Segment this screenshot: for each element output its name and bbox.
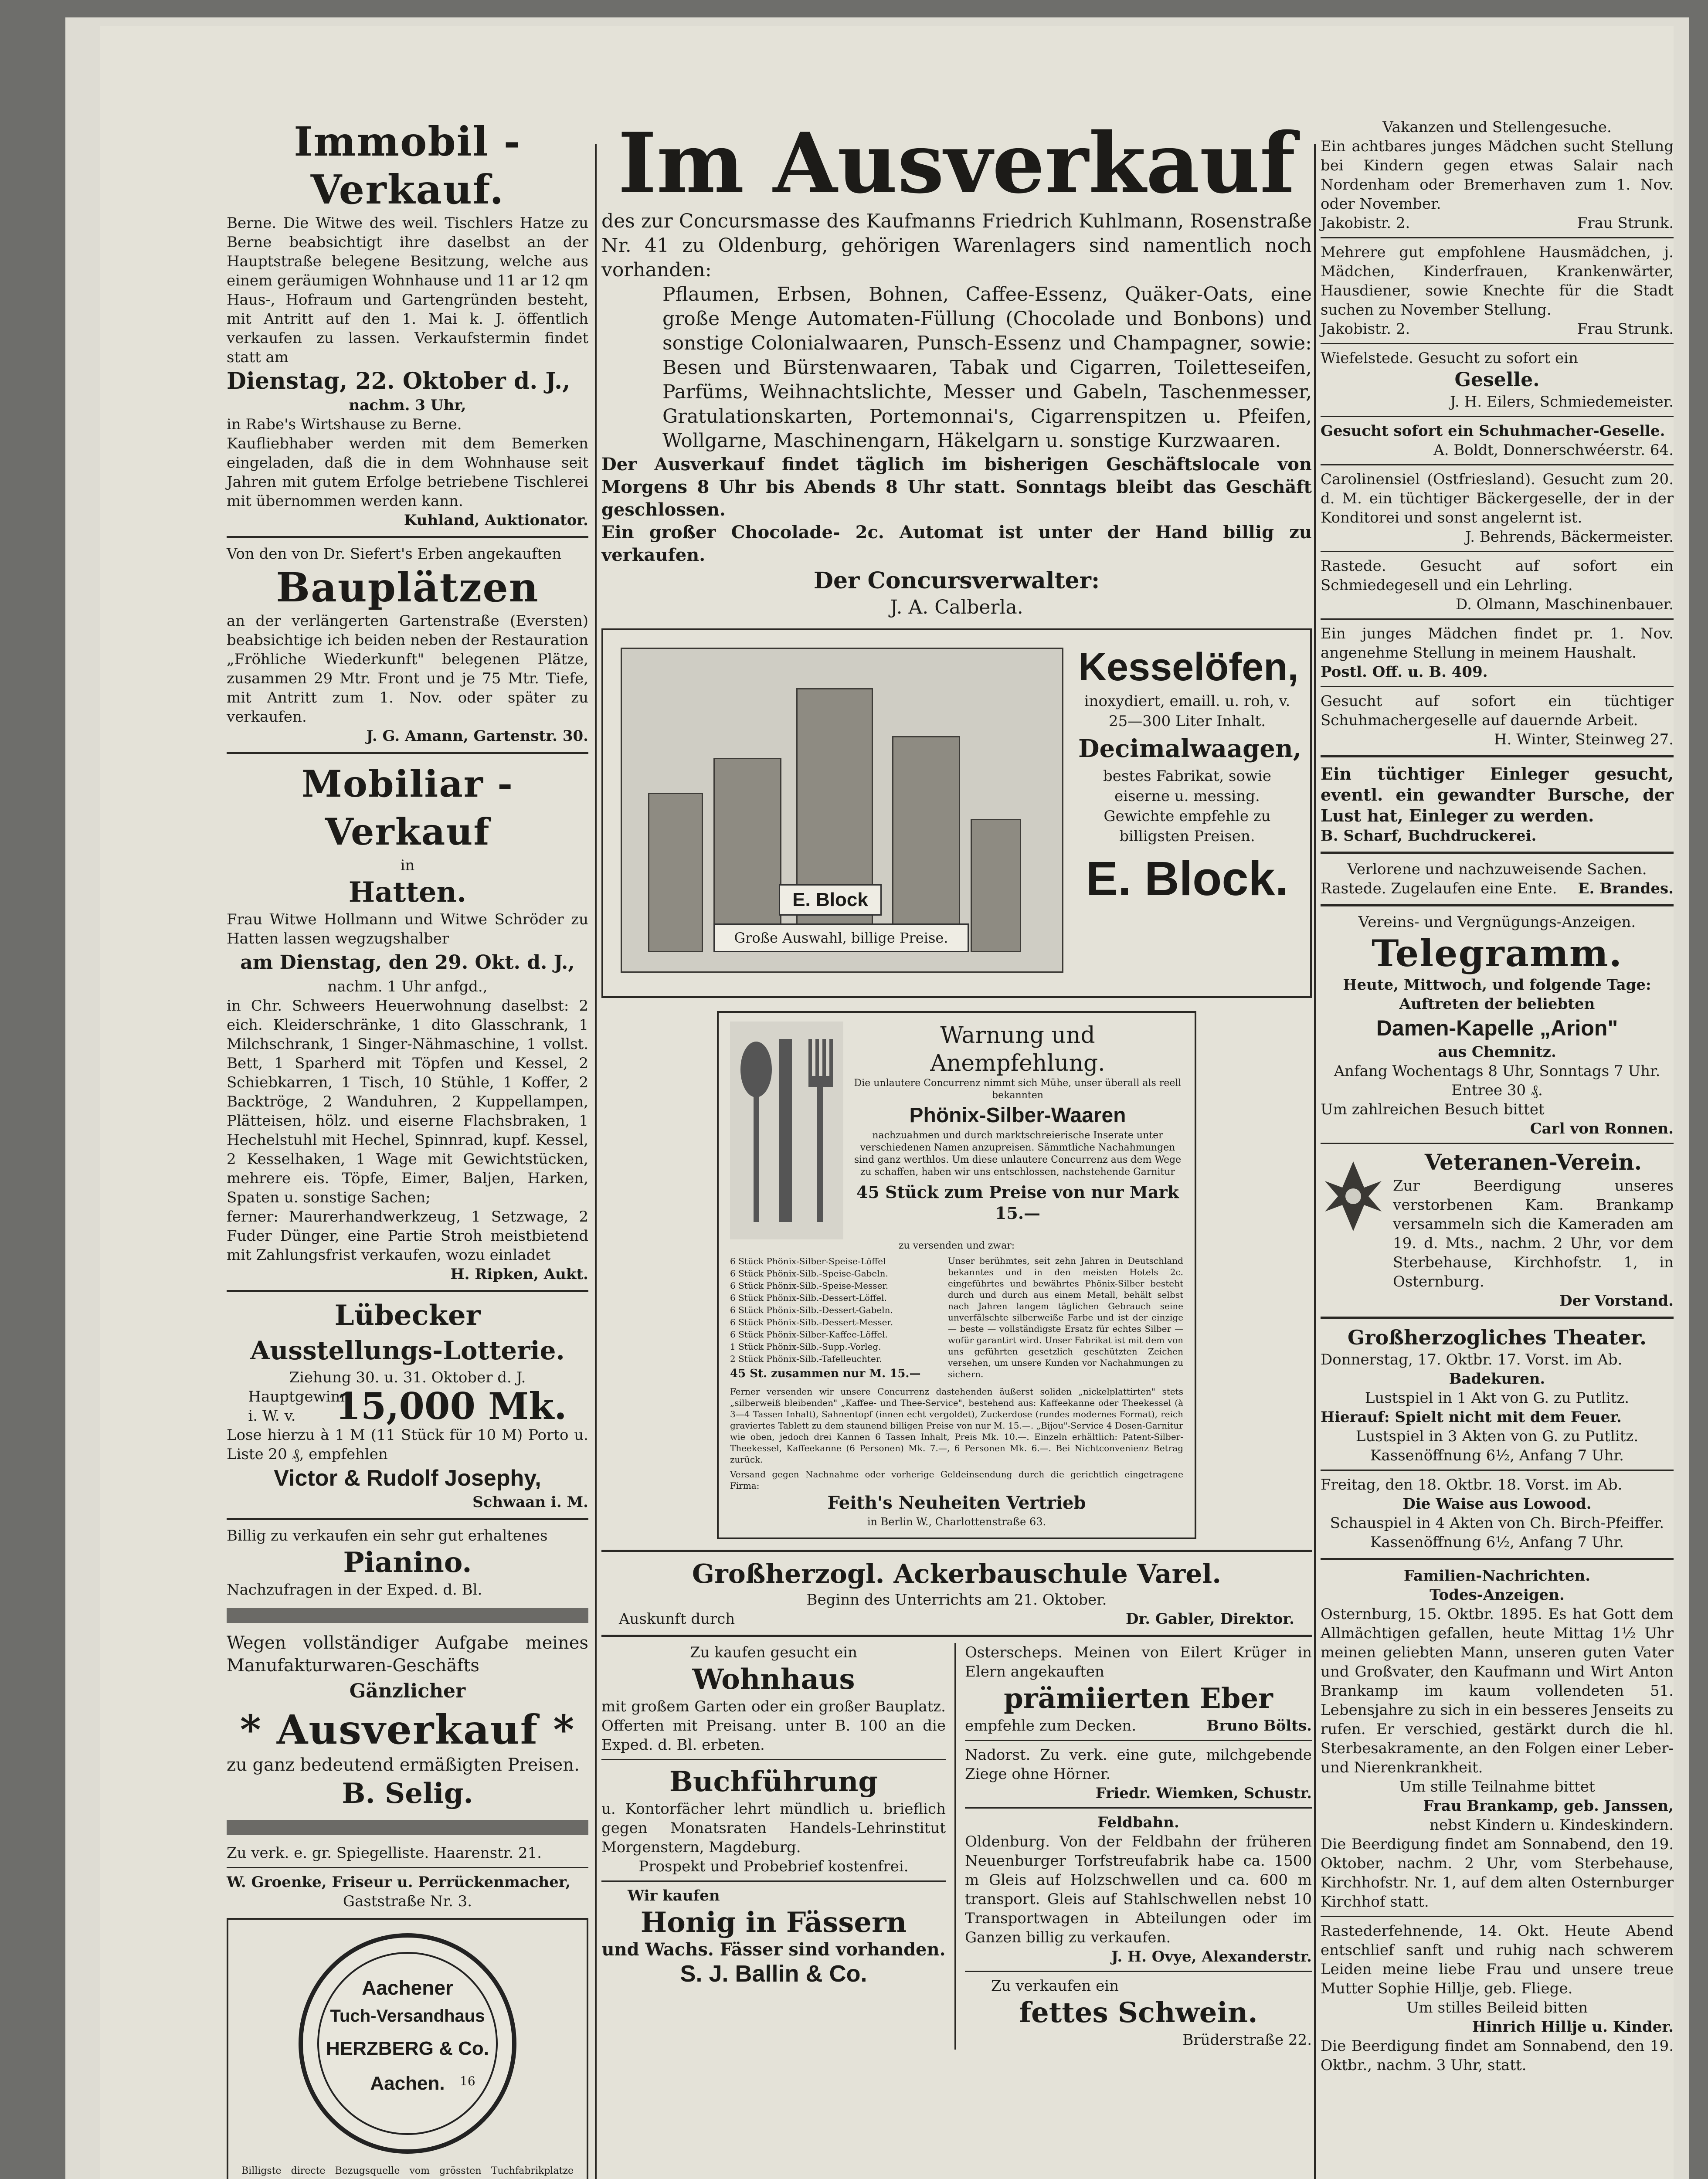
ad-text: zu ganz bedeutend ermäßigten Preisen.	[227, 1755, 580, 1775]
ad-mobiliar-verkauf	[227, 760, 588, 1284]
ad-signature: D. Olmann, Maschinenbauer.	[1456, 596, 1674, 613]
ad-text: Nadorst. Zu verk. eine gute, milchgebende Ziege ohne Hörner.	[965, 1746, 1312, 1783]
ad-text: Donnerstag, 17. Oktbr. 17. Vorst. im Ab.	[1321, 1351, 1623, 1368]
ad-signature: Der Vorstand.	[1559, 1292, 1674, 1310]
ad-text: Zu verk. e. gr. Spiegelliste. Haarenstr. 21.	[227, 1844, 542, 1862]
list-item: 6 Stück Phönix-Silb.-Speise-Messer.	[730, 1280, 889, 1291]
ad-offer: 45 Stück zum Preise von nur Mark 15.—	[856, 1182, 1179, 1223]
ad-signature: Bruno Bölts.	[1206, 1717, 1312, 1734]
ad-text: Wegen vollständiger Aufgabe meines Manufakturwaren-Geschäfts	[227, 1633, 588, 1676]
ad-text: in Chr. Schweers Heuerwohnung daselbst: 2 eich. Kleiderschränke, 1 dito Glasschrank, 1 Milchschrank, 1 Singer-Nähmaschine, 1 vollst. Bett, 1 Sparherd mit Töpfen und Kessel, 2 Schiebkarren, 1 Tisch, 10 Stühle, 1 Koffer, 2 Backtröge, 2 Wanduhren, 2 Kuppellampen, Plätteisen, hölz. und eiserne Flachsbraken, 1 Hechelstuhl mit Hechel, Spinnrad, kupf. Kessel, 2 Kesselhaken, 1 Wage mit Gewichtstücken, mehrere eis. Töpfe, Eimer, Baljen, Harken, Spaten u. sonstige Sachen;	[227, 997, 588, 1206]
left-column	[227, 118, 588, 2179]
bottom-left-ads	[601, 1643, 946, 2050]
stove-icon	[892, 736, 960, 952]
ad-title: Phönix-Silber-Waaren	[909, 1104, 1126, 1127]
ad-signature: A. Boldt, Donnerschwéerstr. 64.	[1433, 441, 1674, 459]
divider	[227, 536, 588, 538]
column-rule-right	[1314, 144, 1316, 2179]
ad-text: u. Kontorfächer lehrt mündlich u. brieflich gegen Monatsraten Handels-Lehrinstitut Morgenstern, Magdeburg.	[601, 1800, 946, 1856]
prize-amount: 15,000 Mk.	[335, 1385, 567, 1428]
divider	[227, 1867, 588, 1868]
ad-signature: H. Ripken, Aukt.	[450, 1266, 588, 1283]
section-subtitle: Todes-Anzeigen.	[1430, 1586, 1565, 1604]
ad-rastede	[1321, 557, 1674, 614]
ad-title: Honig in Fässern	[640, 1906, 907, 1939]
ad-text: ferner: Maurerhandwerkzeug, 1 Setzwage, 2 Fuder Dünger, eine Partie Stroh meistbietend mit Zahlungsfrist verkaufen, wozu einladet	[227, 1208, 588, 1264]
ad-title: Großherzogl. Ackerbauschule Varel.	[692, 1559, 1222, 1589]
divider	[1321, 1143, 1674, 1144]
stove-illustration	[621, 648, 1063, 973]
divider	[1321, 852, 1674, 854]
divider	[1321, 618, 1674, 620]
ad-text-block	[1078, 643, 1302, 912]
ad-text: Nachzufragen in der Exped. d. Bl.	[227, 1581, 482, 1599]
ad-title: * Ausverkauf *	[240, 1706, 575, 1753]
seal-text: Aachener	[362, 1976, 453, 1999]
ad-text: Rastede. Gesucht auf sofort ein Schmiedegesell und ein Lehrling.	[1321, 557, 1674, 594]
ad-text: Ziehung 30. u. 31. Oktober d. J.	[289, 1369, 526, 1386]
ad-title: Im Ausverkauf	[618, 115, 1296, 212]
ad-signature: B. Selig.	[342, 1777, 473, 1810]
ad-signature: H. Winter, Steinweg 27.	[1494, 731, 1674, 748]
section-title: Familien-Nachrichten.	[1403, 1567, 1591, 1585]
ad-time: nachm. 3 Uhr,	[349, 397, 466, 414]
ad-pianino	[227, 1526, 588, 1599]
ad-signature: J. G. Amann, Gartenstr. 30.	[366, 727, 588, 745]
ad-text: Schauspiel in 4 Akten von Ch. Birch-Pfeiffer.	[1330, 1514, 1664, 1532]
ad-text: Um stilles Beileid bitten	[1406, 1999, 1588, 2016]
ad-text: Ferner versenden wir unsere Concurrenz dastehenden äußerst soliden „nickelplattirten" stets „silberweiß bleibenden" „Kaffee- und Thee-Service", bestehend aus: Kaffeekanne oder Theekessel (à 3—4 Tassen Inhalt), Sahnentopf (innen echt vergoldet), Zuckerdose (rundes modernes Format), reich graviertes Tablett zu dem staunend billigen Preise von nur M. 15.—. „Bijou"-Service 4 Dosen-Garnitur wie oben, jedoch drei Kannen 6 Tassen Inhalt, Preis Mk. 10.—. Einzeln erhältlich: Patent-Silber-Theekessel, Kaffeekanne (6 Personen) Mk. 7.—, 6 Personen Mk. 6.—. Bei Nichtconvenienz Betrag zurück.	[730, 1386, 1183, 1465]
section-title: Verlorene und nachzuweisende Sachen.	[1347, 861, 1647, 878]
seal-text: Aachen.	[370, 2073, 445, 2094]
ad-title: Pianino.	[343, 1546, 472, 1579]
seal-number: 16	[460, 2074, 475, 2088]
bottom-ads	[601, 1643, 1312, 2050]
ad-text: Beginn des Unterrichts am 21. Oktober.	[806, 1591, 1107, 1609]
ad-title: Decimalwaagen,	[1078, 734, 1302, 763]
divider	[965, 1971, 1312, 1972]
ad-text: und Wachs. Fässer sind vorhanden.	[601, 1939, 946, 1960]
ad-sub: Gänzlicher	[349, 1680, 466, 1702]
ad-text: Gesucht sofort ein Schuhmacher-Geselle.	[1321, 422, 1665, 440]
ad-aachen	[227, 1918, 588, 2179]
divider	[1321, 686, 1674, 687]
ad-text: Rastederfehnende, 14. Okt. Heute Abend entschlief sanft und ruhig nach schwerem Leiden meine liebe Frau und unsere treue Mutter Sophie Hillje, geb. Fliege.	[1321, 1922, 1674, 1997]
ad-signature: Friedr. Wiemken, Schustr.	[1095, 1785, 1312, 1802]
ad-schwein	[965, 1976, 1312, 2050]
divider	[1321, 237, 1674, 238]
ad-schuhmacher-2	[1321, 692, 1674, 749]
ad-signature: E. Block.	[1086, 852, 1289, 906]
ad-title: Buchführung	[669, 1765, 878, 1798]
ad-honig	[601, 1886, 946, 1988]
ad-signature: J. A. Calberla.	[890, 596, 1023, 618]
ad-play: Hierauf: Spielt nicht mit dem Feuer.	[1321, 1409, 1622, 1426]
ad-sub: Wir kaufen	[628, 1887, 720, 1904]
ad-text: Billigste directe Bezugsquelle vom grössten Tuchfabrikplatze	[241, 2165, 574, 2176]
ad-text: Die Beerdigung findet am Sonnabend, den 19. Oktbr., nachm. 3 Uhr, statt.	[1321, 2037, 1674, 2074]
ad-text: Osterscheps. Meinen von Eilert Krüger in Elern angekauften	[965, 1644, 1312, 1680]
iron-cross-icon	[1321, 1148, 1386, 1244]
ad-title: Wohnhaus	[692, 1663, 855, 1696]
ad-time: nachm. 1 Uhr anfgd.,	[327, 978, 488, 995]
ad-title: Lübecker	[334, 1299, 481, 1332]
ad-in: in	[400, 857, 415, 874]
list-item: 6 Stück Phönix-Silber-Kaffee-Löffel.	[730, 1329, 888, 1340]
ad-firm: Victor & Rudolf Josephy,	[274, 1466, 541, 1491]
ad-text: Lustspiel in 3 Akten von G. zu Putlitz.	[1355, 1428, 1639, 1445]
ad-text: Lustspiel in 1 Akt von G. zu Putlitz.	[1365, 1389, 1630, 1407]
ad-heading: Warnung und Anempfehlung.	[930, 1022, 1105, 1076]
ad-city: Schwaan i. M.	[472, 1493, 588, 1511]
ad-text: Die Beerdigung findet am Sonnabend, den 19. Oktober, nachm. 2 Uhr, vom Sterbehause, Kirchhofstr. Nr. 1, auf dem alten Osternburger Kirchhof statt.	[1321, 1836, 1674, 1911]
ad-signature: nebst Kindern u. Kindeskindern.	[1430, 1816, 1674, 1834]
list-item: 6 Stück Phönix-Silb.-Speise-Gabeln.	[730, 1268, 888, 1279]
ad-text: zu versenden und zwar:	[898, 1240, 1015, 1251]
ad-signature: Carl von Ronnen.	[1530, 1120, 1674, 1137]
divider	[1321, 343, 1674, 344]
ad-text: Zu verkaufen ein	[991, 1977, 1119, 1995]
cutlery-icon	[730, 1022, 843, 1239]
ad-signature: Postl. Off. u. B. 409.	[1321, 663, 1488, 681]
ad-text: Die unlautere Concurrenz nimmt sich Mühe, unser überall als reell bekannten	[854, 1078, 1182, 1101]
ad-signature: J. H. Ovye, Alexanderstr.	[1111, 1948, 1312, 1965]
ad-text: Freitag, den 18. Oktbr. 18. Vorst. im Ab.	[1321, 1476, 1623, 1493]
ad-text: empfehle zum Decken.	[965, 1717, 1137, 1734]
ad-text: Entree 30 ₰.	[1451, 1082, 1543, 1099]
ad-date: Dienstag, 22. Oktober d. J.,	[227, 368, 570, 394]
list-item: 2 Stück Phönix-Silb.-Tafelleuchter.	[730, 1354, 882, 1364]
divider	[1321, 755, 1674, 757]
ad-title: Geselle.	[1454, 369, 1540, 391]
column-rule-left	[595, 144, 597, 2179]
ad-signature: Kuhland, Auktionator.	[404, 512, 588, 529]
seal-text: HERZBERG & Co.	[326, 2038, 489, 2059]
divider-thick	[227, 1820, 588, 1835]
ad-text: Um zahlreichen Besuch bittet	[1321, 1101, 1545, 1118]
stove-icon	[648, 793, 703, 952]
ad-phoenix-silber	[717, 1011, 1196, 1539]
ad-wiefelstede	[1321, 349, 1674, 411]
bottom-right-ads	[965, 1643, 1312, 2050]
ad-spiegel	[227, 1843, 588, 1911]
ad-signature: Frau Strunk.	[1577, 214, 1674, 232]
ad-text: Kassenöffnung 6½, Anfang 7 Uhr.	[1370, 1534, 1624, 1551]
divider	[227, 752, 588, 754]
ad-title: Telegramm.	[1371, 932, 1623, 975]
ad-vakanzen	[1321, 118, 1674, 233]
ad-eber	[965, 1643, 1312, 1735]
ad-junges-maedchen	[1321, 624, 1674, 682]
ad-intro: Von den von Dr. Siefert's Erben angekauften	[227, 545, 562, 563]
divider	[227, 1290, 588, 1292]
ad-schuhmacher	[1321, 421, 1674, 460]
section-title: Vakanzen und Stellengesuche.	[1382, 119, 1612, 136]
ad-address: Jakobistr. 2.	[1321, 320, 1410, 338]
ad-firm: Feith's Neuheiten Vertrieb	[827, 1493, 1086, 1513]
ad-play: Badekuren.	[1449, 1370, 1545, 1388]
divider	[1321, 904, 1674, 906]
ad-text: Wiefelstede. Gesucht zu sofort ein	[1321, 350, 1578, 367]
ad-ackerbauschule	[601, 1558, 1312, 1629]
divider-vertical	[954, 1643, 956, 2050]
ad-place: Hatten.	[348, 876, 467, 909]
ad-block-kesseloefen	[601, 628, 1312, 998]
divider	[227, 1518, 588, 1520]
caption-box	[713, 923, 969, 952]
divider	[965, 1807, 1312, 1809]
divider	[1321, 1317, 1674, 1319]
divider-thick	[227, 1608, 588, 1623]
ad-text: Lose hierzu à 1 M (11 Stück für 10 M) Porto u. Liste 20 ₰, empfehlen	[227, 1426, 588, 1463]
ad-text: aus Chemnitz.	[1438, 1043, 1556, 1061]
ad-text: Gaststraße Nr. 3.	[343, 1893, 472, 1910]
ad-text: bestes Fabrikat, sowie eiserne u. messing. Gewichte empfehle zu billigsten Preisen.	[1103, 767, 1271, 845]
ad-signature: Frau Brankamp, geb. Janssen,	[1423, 1797, 1674, 1815]
ad-title: Veteranen-Verein.	[1424, 1149, 1642, 1175]
ad-signature: Frau Strunk.	[1577, 320, 1674, 338]
ad-text: Zur Beerdigung unseres verstorbenen Kam. Brankamp versammeln sich die Kameraden am 19. d. Mts., nachm. 2 Uhr, vor dem Sterbehause, Kirchhofstr. 1, in Osternburg.	[1393, 1177, 1674, 1290]
ad-veteranen	[1321, 1148, 1674, 1310]
divider	[601, 1635, 1312, 1637]
ad-title: prämiierten Eber	[1004, 1682, 1273, 1715]
ad-ausverkauf-selig	[227, 1632, 588, 1811]
divider	[1321, 551, 1674, 552]
label-box	[779, 884, 882, 916]
ad-title: Kesselöfen,	[1078, 645, 1299, 689]
ad-name: Damen-Kapelle „Arion"	[1376, 1016, 1618, 1040]
ad-title: Ausstellungs-Lotterie.	[250, 1336, 565, 1365]
ad-text: Carolinensiel (Ostfriesland). Gesucht zum 20. d. M. ein tüchtiger Bäckergeselle, der in der Konditorei und sonst angelernt ist.	[1321, 471, 1674, 526]
list-item: 6 Stück Phönix-Silb.-Dessert-Gabeln.	[730, 1305, 893, 1315]
section-title: Vereins- und Vergnügungs-Anzeigen.	[1358, 913, 1636, 931]
list-item: 6 Stück Phönix-Silb.-Dessert-Messer.	[730, 1317, 893, 1327]
ad-date: am Dienstag, den 29. Okt. d. J.,	[240, 951, 575, 974]
ad-ziege	[965, 1745, 1312, 1803]
ad-signature: Hinrich Hillje u. Kinder.	[1472, 2018, 1674, 2036]
ad-text: Prospekt und Probebrief kostenfrei.	[638, 1858, 909, 1875]
ad-text: Gesucht auf sofort ein tüchtiger Schuhmachergeselle auf dauernde Arbeit.	[1321, 692, 1674, 729]
ad-theater	[1321, 1325, 1674, 1552]
middle-column	[601, 115, 1312, 2050]
divider	[1321, 416, 1674, 417]
ad-feldbahn	[965, 1813, 1312, 1966]
ad-text: W. Groenke, Friseur u. Perrückenmacher,	[227, 1874, 571, 1891]
divider	[601, 1880, 946, 1882]
ad-text: Um stille Teilnahme bittet	[1399, 1778, 1595, 1795]
ad-text: Zu kaufen gesucht ein	[689, 1644, 858, 1661]
ad-text: inoxydiert, emaill. u. roh, v. 25—300 Liter Inhalt.	[1084, 692, 1290, 730]
ad-text: mit großem Garten oder ein großer Bauplatz. Offerten mit Preisang. unter B. 100 an die Exped. d. Bl. erbeten.	[601, 1698, 946, 1754]
ad-signature: Der Concursverwalter:	[813, 567, 1100, 594]
ad-text: Ein tüchtiger Einleger gesucht, eventl. ein gewandter Bursche, der Lust hat, Einleger zu werden.	[1321, 764, 1674, 825]
divider	[601, 1550, 1312, 1552]
ad-text: Oldenburg. Von der Feldbahn der früheren Neuenburger Torfstreufabrik habe ca. 1500 m Gleis auf Holzschwellen und ca. 600 m transport. Gleis auf Stahlschwellen nebst 10 Transportwagen in Abteilungen oder im Ganzen billig zu verkaufen.	[965, 1833, 1312, 1946]
ad-signature: Brüderstraße 22.	[1182, 2031, 1312, 2049]
ad-signature: E. Brandes.	[1578, 880, 1674, 897]
ad-lotterie	[227, 1298, 588, 1512]
ad-text: Anfang Wochentags 8 Uhr, Sonntags 7 Uhr.	[1334, 1062, 1660, 1080]
ad-address: Jakobistr. 2.	[1321, 214, 1410, 232]
ad-text: nachzuahmen und durch marktschreierische Inserate unter verschiedenen Namen anzupreisen. Sämmtliche Nachahmungen sind ganz werthlos. Um diese unlautere Concurrenz aus dem Wege zu schaffen, haben wir uns entschlossen, nachstehende Garnitur	[854, 1130, 1182, 1178]
ad-text: an der verlängerten Gartenstraße (Eversten) beabsichtige ich beiden neben der Restauration „Fröhliche Wiederkunft" belegenen Plätze, zusammen 29 Mtr. Front und je 75 Mtr. Tiefe, mit Antritt zum 1. Nov. oder später zu verkaufen.	[227, 612, 588, 726]
ad-text: Berne. Die Witwe des weil. Tischlers Hatze zu Berne beabsichtigt ihre daselbst an der Hauptstraße belegene Besitzung, welche aus einem geräumigen Wohnhause und 11 ar 12 qm Haus-, Hofraum und Gartengründen besteht, mit Antritt auf den 1. Mai k. J. öffentlich verkaufen zu lassen. Verkaufstermin findet statt am	[227, 214, 588, 366]
item-list	[730, 1255, 935, 1382]
ad-text: Kaufliebhaber werden mit dem Bemerken eingeladen, daß die in dem Wohnhause seit Jahren mit gutem Erfolge betriebene Tischlerei mit übernommen werden kann.	[227, 435, 588, 510]
ad-text: Kassenöffnung 6½, Anfang 7 Uhr.	[1370, 1447, 1624, 1464]
ad-signature: B. Scharf, Buchdruckerei.	[1321, 827, 1537, 845]
ad-telegramm	[1321, 913, 1674, 1138]
ad-hausmaedchen	[1321, 243, 1674, 339]
ad-text: des zur Concursmasse des Kaufmanns Friedrich Kuhlmann, Rosenstraße Nr. 41 zu Oldenburg, gehörigen Warenlagers sind namentlich noch vorhanden:	[601, 210, 1312, 281]
illustration-label: E. Block	[792, 889, 868, 910]
ad-title: Feldbahn.	[1097, 1814, 1179, 1831]
divider	[1321, 1916, 1674, 1917]
ad-buchfuehrung	[601, 1765, 946, 1876]
ad-title: Großherzogliches Theater.	[1348, 1326, 1647, 1349]
divider	[1321, 464, 1674, 465]
list-item: 6 Stück Phönix-Silb.-Dessert-Löffel.	[730, 1293, 887, 1303]
divider	[1321, 1558, 1674, 1560]
ad-play: Die Waise aus Lowood.	[1402, 1495, 1592, 1513]
ad-address: in Berlin W., Charlottenstraße 63.	[867, 1516, 1046, 1528]
ad-text: Pflaumen, Erbsen, Bohnen, Caffee-Essenz, Quäker-Oats, eine große Menge Automaten-Füllung (Chocolade und Bonbons) und sonstige Colonialwaaren, Punsch-Essenz und Champagner, sowie: Besen und Bürstenwaaren, Tabak und Cigarren, Toiletteseifen, Parfüms, Weihnachtslichte, Messer und Gabeln, Taschenmesser, Gratulationskarten, Portemonnai's, Cigarrenspitzen u. Pfeifen, Wollgarne, Maschinengarn, Häkelgarn u. sonstige Kurzwaaren.	[662, 283, 1312, 452]
ad-text: Der Ausverkauf findet täglich im bisherigen Geschäftslocale von Morgens 8 Uhr bis Abends 8 Uhr statt. Sonntags bleibt das Geschäft geschlossen.	[601, 454, 1312, 520]
list-total: 45 St. zusammen nur M. 15.—	[730, 1367, 921, 1380]
ad-text: Rastede. Zugelaufen eine Ente.	[1321, 880, 1557, 897]
ad-text: Frau Witwe Hollmann und Witwe Schröder zu Hatten lassen wegzugshalber	[227, 911, 588, 947]
ad-baecker	[1321, 470, 1674, 546]
ad-einleger	[1321, 764, 1674, 845]
stove-icon	[971, 819, 1021, 952]
ad-signature: S. J. Ballin & Co.	[680, 1961, 867, 1987]
seal-text: Tuch-Versandhaus	[330, 2006, 485, 2026]
ad-text: Versand gegen Nachnahme oder vorherige Geldeinsendung durch die gerichtlich eingetragene Firma:	[730, 1469, 1183, 1491]
ad-text: Mehrere gut empfohlene Hausmädchen, j. Mädchen, Kinderfrauen, Krankenwärter, Hausdiener, sowie Knechte für die Stadt suchen zu November Stellung.	[1321, 244, 1674, 319]
right-column	[1321, 118, 1674, 2075]
ad-text: Billig zu verkaufen ein sehr gut erhaltenes	[227, 1527, 548, 1544]
ad-text: Heute, Mittwoch, und folgende Tage: Auftreten der beliebten	[1343, 976, 1651, 1013]
ad-bauplaetze	[227, 544, 588, 746]
ad-text: Auskunft durch	[619, 1610, 735, 1628]
ad-im-ausverkauf	[601, 115, 1312, 620]
divider	[601, 1759, 946, 1760]
ad-place: in Rabe's Wirtshause zu Berne.	[227, 416, 462, 433]
ad-text: Ein großer Chocolade- 2c. Automat ist unter der Hand billig zu verkaufen.	[601, 522, 1312, 565]
ad-signature: Dr. Gabler, Direktor.	[1126, 1610, 1294, 1628]
ad-text: Ein junges Mädchen findet pr. 1. Nov. angenehme Stellung in meinem Haushalt.	[1321, 625, 1674, 662]
list-item: 1 Stück Phönix-Silb.-Supp.-Vorleg.	[730, 1341, 881, 1352]
ad-verlorene	[1321, 860, 1674, 898]
ad-immobil-verkauf	[227, 118, 588, 530]
divider	[965, 1740, 1312, 1741]
ad-signature: J. Behrends, Bäckermeister.	[1465, 528, 1674, 546]
ad-text: Unser berühmtes, seit zehn Jahren in Deutschland bekanntes und in den meisten Hotels 2c. eingeführtes und bewährtes Phönix-Silber besteht durch und durch aus einem Metall, behält selbst nach Jahren langem täglichen Gebrauch seine unverfälschte silberweiße Farbe und ist der einzige — beste — vollständigste Ersatz für echtes Silber — wofür garantirt wird. Unser Fabrikat ist mit dem von uns geführten gesetzlich geschützten Zeichen versehen, um unsere Kunden vor Nachahmungen zu sichern.	[948, 1256, 1183, 1379]
illustration-caption: Große Auswahl, billige Preise.	[734, 930, 948, 946]
ad-title: fettes Schwein.	[1019, 1996, 1258, 2029]
ad-familien-nachrichten	[1321, 1566, 1674, 2075]
ad-wohnhaus	[601, 1643, 946, 1755]
ad-signature: J. H. Eilers, Schmiedemeister.	[1450, 393, 1674, 411]
divider	[1321, 1470, 1674, 1471]
ad-title: Immobil - Verkauf.	[294, 118, 521, 213]
list-item: 6 Stück Phönix-Silber-Speise-Löffel	[730, 1256, 886, 1266]
ad-text: Osternburg, 15. Oktbr. 1895. Es hat Gott dem Allmächtigen gefallen, heute Mittag 1½ Uhr meinen geliebten Mann, unseren guten Vater und Großvater, den Kaufmann und Wirt Anton Brankamp im kaum vollendeten 51. Lebensjahre zu sich in ein besseres Jenseits zu rufen. Er verschied, gestärkt durch die hl. Sterbesakramente, an den Folgen einer Leber- und Nierenkrankheit.	[1321, 1605, 1674, 1776]
ad-title: Mobiliar - Verkauf	[301, 762, 514, 853]
ad-text: Ein achtbares junges Mädchen sucht Stellung bei Kindern gegen etwas Salair nach Nordenham oder Bremerhaven zum 1. Nov. oder November.	[1321, 138, 1674, 213]
prize-label: Hauptgewinn i. W. v.	[248, 1388, 350, 1425]
ad-title: Bauplätzen	[276, 564, 539, 611]
